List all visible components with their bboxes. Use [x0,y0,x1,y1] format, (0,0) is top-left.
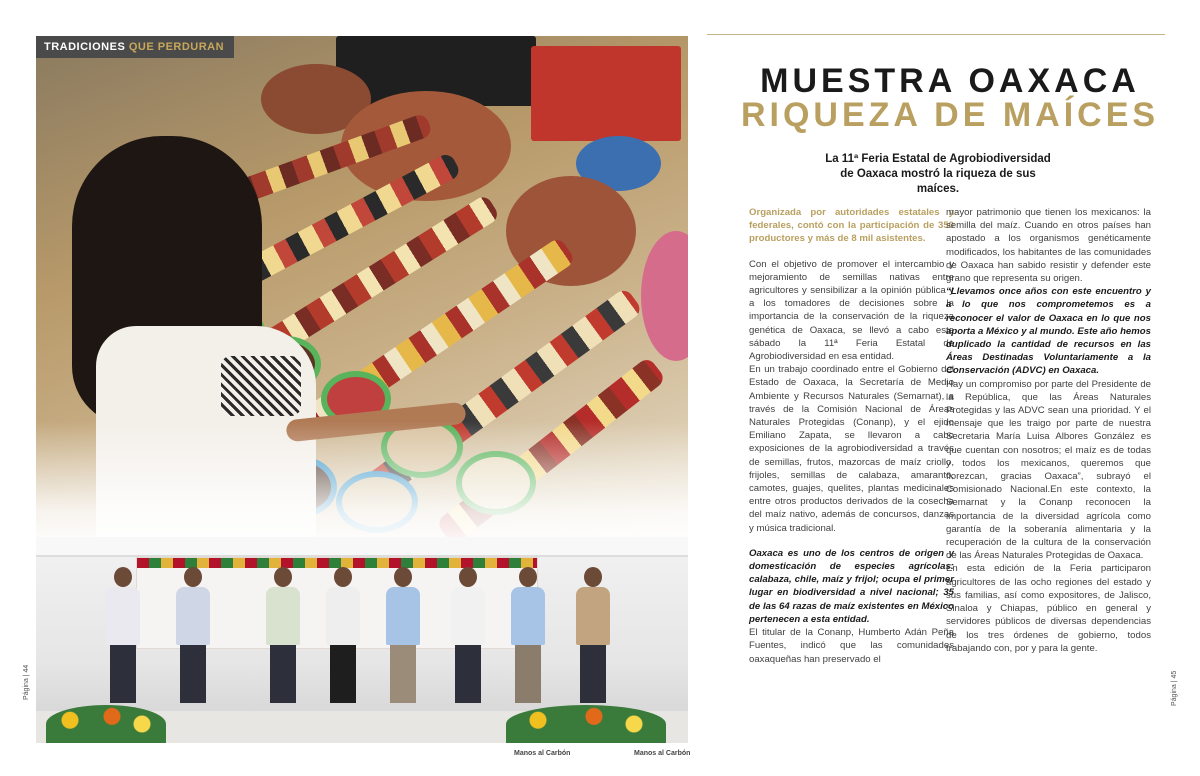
corn-market-photo [36,36,688,551]
article-title-line2: RIQUEZA DE MAÍCES [740,96,1160,134]
paragraph: En esta edición de la Feria participaron agricultores de las ocho regiones del estado y sus familias, así como expositores, de Jalisco, Sinaloa y Chiapas, público en general y servidores públicos de diversas dependencias de los tres órdenes de gobierno, todos trabajando con, por y para la gente. [946,563,1151,654]
section-tag [36,36,234,58]
photo-credit-1: Manos al Carbón [514,750,571,757]
paragraph: Con el objetivo de promover el intercambio y mejoramiento de semillas nativas entre agricultores y sensibilizar a la opinión pública y a los tomadores de decisiones sobre la importancia de la conservación de la riqueza genética de Oaxaca, se llevó a cabo este sábado la 11ª Feria Estatal de Agrobiodiversidad en esa entidad. [749,258,954,363]
paragraph: mayor patrimonio que tienen los mexicanos: la semilla del maíz. Cuando en otros países han apostado a los organismos genéticamente modificados, los habitantes de las comunidades de Oaxaca han sabido resistir y defender este grano que representa su origen. [946,207,1151,285]
page-number-left: Página | 44 [23,664,30,700]
paragraph: Hay un compromiso por parte del Presidente de la República, que las Áreas Naturales Protegidas y las ADVC sean una prioridad. Y el mensaje que les traigo por parte de nuestra Secretaria María Luisa Albores González es que cuentan con nosotros; el maíz es de todas y todos los mexicanos, queremos que florezcan, gracias Oaxaca”, subrayó el Comisionado Nacional.En este contexto, la Semarnat y la Conanp reconocen la importancia de la diversidad agrícola como garantía de la soberanía alimentaria y la recuperación de la cultura de la conservación de las Áreas Naturales Protegidas de Oaxaca. [946,378,1151,562]
page-number-right: Página | 45 [1171,670,1178,706]
article-title-line1: MUESTRA OAXACA [760,62,1140,100]
text-column-2 [946,206,1151,655]
highlight-paragraph: Oaxaca es uno de los centros de origen y domesticación de especies agrícolas: calabaza, chile, maíz y frijol; ocupa el primer lugar en biodiversidad a nivel nacional; 35 de las 64 razas de maíz existentes en México pertenecen a esta entidad. [749,547,954,625]
quote-paragraph: “Llevamos once años con este encuentro y a lo que nos comprometemos es a reconocer el valor de Oaxaca en lo que nos aporta a México y al mundo. Este año hemos duplicado la cantidad de recursos en las Áreas Destinadas Voluntariamente a la Conservación (ADVC) en Oaxaca. [946,286,1151,377]
top-rule [707,34,1165,35]
right-page [700,0,1200,776]
lead-paragraph: Organizada por autoridades estatales y federales, contó con la participación de 350 productores y más de 8 mil asistentes. [749,207,954,245]
paragraph: En un trabajo coordinado entre el Gobierno del Estado de Oaxaca, la Secretaría de Medio Ambiente y Recursos Naturales (Semarnat), a través de la Comisión Nacional de Áreas Naturales Protegidas (Conanp), y el ejido Emiliano Zapata, se llevaron a cabo exposiciones de la agrobiodiversidad a través de semillas, frutos, mazorcas de maíz criollo, frijoles, semillas de calabaza, amaranto, camotes, guajes, quelites, plantas medicinales entre otros productos derivados de la cosecha del maíz nativo, además de concursos, danzas y música tradicional. [749,364,954,534]
article-subtitle: La 11ª Feria Estatal de Agrobiodiversidad de Oaxaca mostró la riqueza de sus maíces. [825,153,1051,195]
section-tag-part2: QUE PERDURAN [128,41,225,53]
photo-credit-2: Manos al Carbón [634,750,691,757]
section-tag-part1: TRADICIONES [44,41,126,53]
paragraph: El titular de la Conanp, Humberto Adán Peña Fuentes, indicó que las comunidades oaxaqueñas han preservado el [749,627,954,665]
text-column-1 [749,206,954,678]
blouse-embroidery [221,356,301,416]
officials-event-photo [36,537,688,743]
